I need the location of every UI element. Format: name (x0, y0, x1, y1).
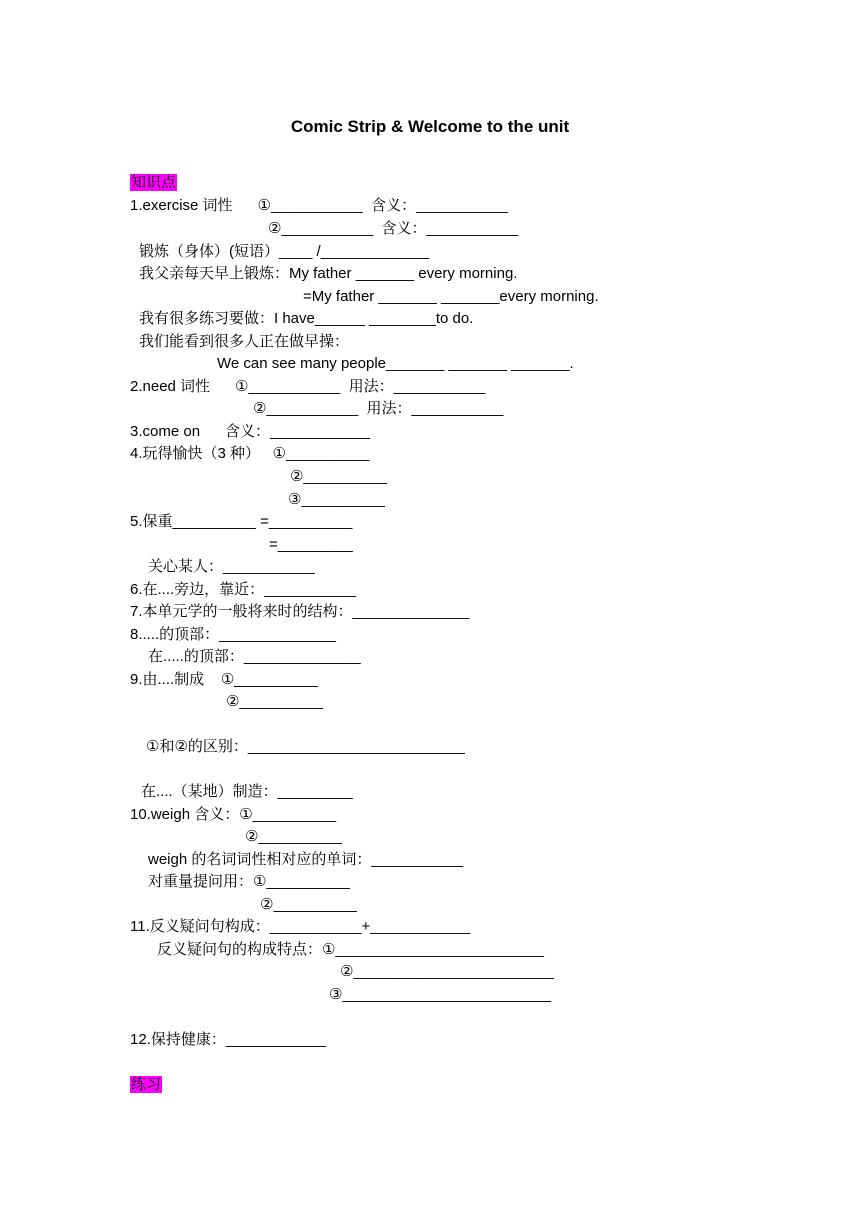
line-9-made-of-2: ②__________ (226, 693, 323, 710)
line-weigh-noun: weigh 的名词词性相对应的单词：___________ (148, 851, 464, 868)
line-8-on-top-of: 在.....的顶部：______________ (148, 648, 361, 665)
line-3-come-on: 3.come on 含义：____________ (130, 423, 371, 440)
line-care-for-someone: 关心某人：___________ (148, 558, 315, 575)
line-10-weigh-2: ②__________ (245, 828, 342, 845)
line-5-take-care-2: =_________ (269, 536, 353, 553)
line-7-future-tense: 7.本单元学的一般将来时的结构：______________ (130, 603, 470, 620)
line-exercise-phrase: 锻炼（身体）(短语）____ /_____________ (139, 243, 430, 260)
line-see-people-en: We can see many people_______ _______ _______. (217, 355, 574, 372)
line-4-have-fun-2: ②__________ (290, 468, 387, 485)
line-11-features-3: ③_________________________ (329, 986, 552, 1003)
line-5-take-care: 5.保重__________ =__________ (130, 513, 353, 530)
line-9-difference: ①和②的区别：__________________________ (146, 738, 465, 755)
line-11-tag-question: 11.反义疑问句构成：___________+____________ (130, 918, 471, 935)
line-weight-question: 对重量提问用：①__________ (148, 873, 350, 890)
line-11-features-2: ②________________________ (340, 963, 554, 980)
line-see-people-cn: 我们能看到很多人正在做早操： (139, 333, 350, 350)
document-title: Comic Strip & Welcome to the unit (290, 117, 570, 136)
line-father-exercise-alt: =My father _______ _______every morning. (303, 288, 599, 305)
line-father-exercise: 我父亲每天早上锻炼：My father _______ every morning. (139, 265, 518, 282)
section-label-knowledge-points: 知识点 (131, 174, 177, 191)
line-made-in: 在....（某地）制造：_________ (141, 783, 353, 800)
line-1-exercise: 1.exercise 词性 ①___________ 含义：___________ (130, 197, 508, 214)
line-6-beside: 6.在....旁边，靠近：___________ (130, 581, 356, 598)
line-1-exercise-2: ②___________ 含义：___________ (268, 220, 519, 237)
line-4-have-fun-3: ③__________ (288, 491, 385, 508)
line-12-keep-fit: 12.保持健康：____________ (130, 1031, 326, 1048)
line-weight-question-2: ②__________ (260, 896, 357, 913)
line-2-need-2: ②___________ 用法：___________ (253, 400, 504, 417)
line-9-made-of: 9.由....制成 ①__________ (130, 671, 318, 688)
section-label-practice: 练习 (131, 1076, 162, 1093)
line-11-features-1: 反义疑问句的构成特点：①_________________________ (157, 941, 545, 958)
line-2-need: 2.need 词性 ①___________ 用法：___________ (130, 378, 486, 395)
line-10-weigh: 10.weigh 含义：①__________ (130, 806, 337, 823)
line-4-have-fun: 4.玩得愉快（3 种） ①__________ (130, 445, 370, 462)
line-8-top-of: 8.....的顶部：______________ (130, 626, 336, 643)
line-have-exercises: 我有很多练习要做：I have______ ________to do. (139, 310, 474, 327)
